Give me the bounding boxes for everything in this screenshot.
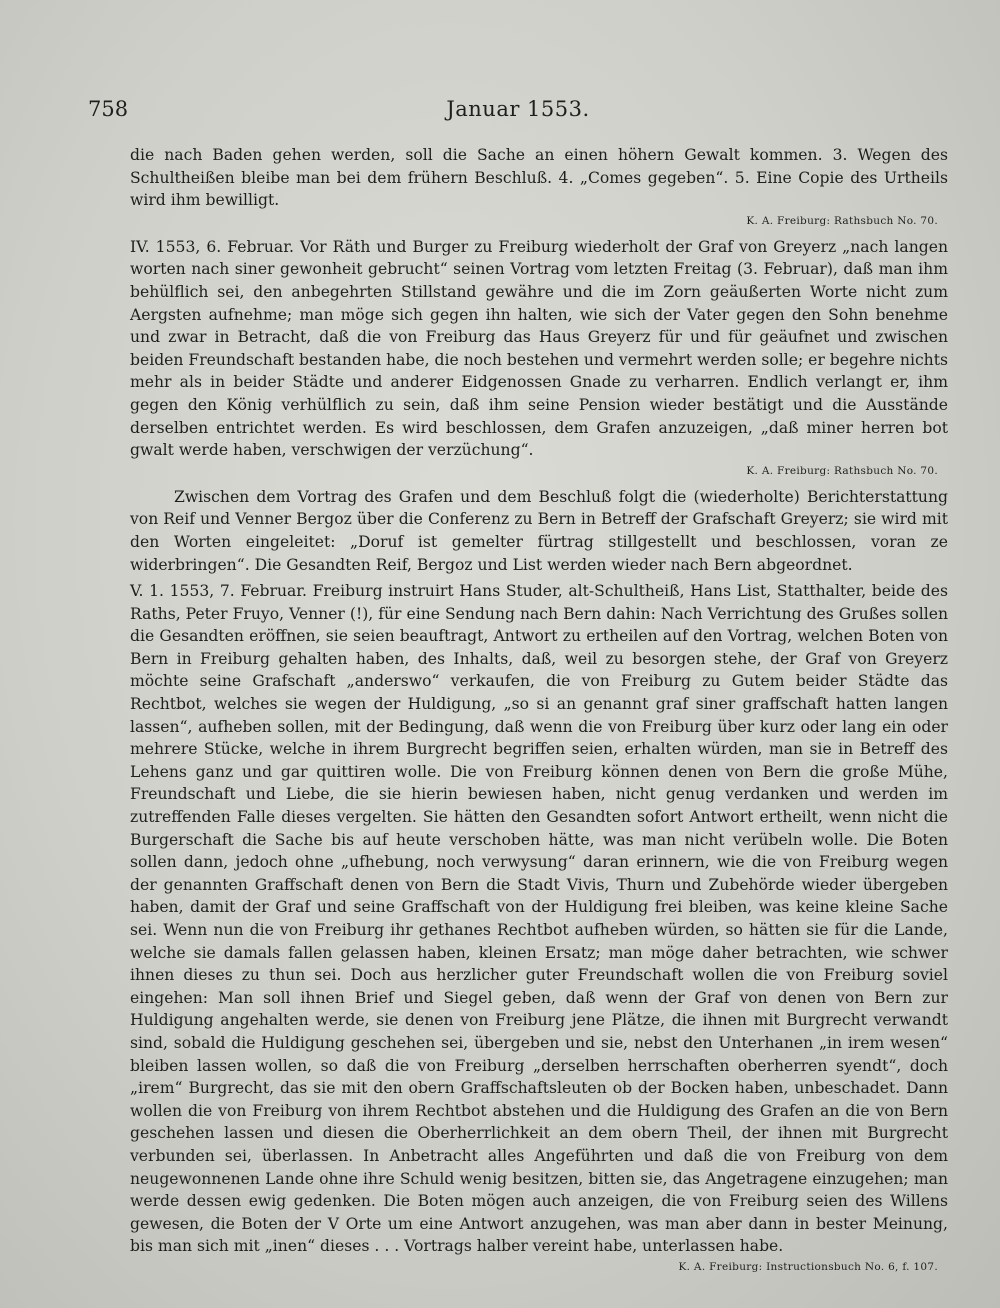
paragraph-entry-iv: IV. 1553, 6. Februar. Vor Räth und Burger zu Freiburg wiederholt der Graf von Greyerz „nach langen worten nach siner gewonheit gebrucht“ seinen Vortrag vom letzten Freitag (3. Februar), daß man ihm behülflich sei, den anbegehrten Stillstand gewähre und die im Zorn geäußerten Worte nicht zum Aergsten aufnehme; man möge sich gegen ihn halten, wie sich der Vater gegen den Sohn benehme und zwar in Betracht, daß die von Freiburg das Haus Greyerz für und für geäufnet und zwischen beiden Freundschaft bestanden habe, die noch bestehen und vermehrt werden solle; er begehre nichts mehr als in beider Städte und anderer Eidgenossen Gnade zu verharren. Endlich verlangt er, ihm gegen den König verhülflich zu sein, daß ihm seine Pension wieder bestätigt und die Ausstände derselben entrichtet werden. Es wird beschlossen, dem Grafen anzuzeigen, „daß miner herren bot gwalt werde haben, verschwigen der verzüchung“. — [130, 237, 948, 460]
page-number: 758 — [88, 97, 129, 121]
paragraph-continuation: die nach Baden gehen werden, soll die Sache an einen höhern Gewalt kommen. 3. Wegen des Schultheißen bleibe man bei dem frühern Beschluß. 4. „Comes gegeben“. 5. Eine Copie des Urtheils wird ihm bewilligt. — [130, 146, 948, 210]
running-title: Januar 1553. — [446, 97, 590, 121]
page-body — [130, 144, 948, 1282]
page-header — [88, 97, 948, 127]
source-citation: K. A. Freiburg: Rathsbuch No. 70. — [746, 214, 938, 227]
source-citation: K. A. Freiburg: Rathsbuch No. 70. — [746, 464, 938, 477]
source-citation: K. A. Freiburg: Instructionsbuch No. 6, f. 107. — [678, 1260, 938, 1273]
paragraph-entry-v1: V. 1. 1553, 7. Februar. Freiburg instruirt Hans Studer, alt-Schultheiß, Hans List, Statthalter, beide des Raths, Peter Fruyo, Venner (!), für eine Sendung nach Bern dahin: Nach Verrichtung des Grußes sollen die Gesandten eröffnen, sie seien beauftragt, Antwort zu ertheilen auf den Vortrag, welchen Boten von Bern in Freiburg gehalten haben, des Inhalts, daß, weil zu besorgen stehe, der Graf von Greyerz möchte seine Grafschaft „anderswo“ verkaufen, die von Freiburg zu Gutem beider Städte das Rechtbot, welches sie wegen der Huldigung, „so si an genannt graf siner graffschaft hatten langen lassen“, aufheben sollen, mit der Bedingung, daß wenn die von Freiburg über kurz oder lang ein oder mehrere Stücke, welche in ihrem Burgrecht begriffen seien, erhalten würden, man sie in Betreff des Lehens ganz und gar quittiren wolle. Die von Freiburg können denen von Bern die große Mühe, Freundschaft und Liebe, die sie hierin bewiesen haben, nicht genug verdanken und werden im zutreffenden Falle dieses vergelten. Sie hätten den Gesandten sofort Antwort ertheilt, wenn nicht die Burgerschaft die Sache bis auf heute verschoben hätte, was man nicht verübeln wolle. Die Boten sollen dann, jedoch ohne „ufhebung, noch verwysung“ daran erinnern, wie die von Freiburg wegen der genannten Graffschaft denen von Bern die Stadt Vivis, Thurn und Zubehörde wieder übergeben haben, damit der Graf und seine Graffschaft von der Huldigung frei bleiben, was keine kleine Sache sei. Wenn nun die von Freiburg ihr gethanes Rechtbot aufheben würden, so hätten sie für die Lande, welche sie damals fallen gelassen haben, kleinen Ersatz; man möge daher betrachten, wie schwer ihnen dieses zu thun sei. Doch aus herzlicher guter Freundschaft wollen die von Freiburg soviel eingehen: Man soll ihnen Brief und Siegel geben, daß wenn der Graf von denen von Bern zur Huldigung angehalten werde, sie denen von Freiburg jene Plätze, die ihnen mit Burgrecht verwandt sind, sobald die Huldigung geschehen sei, übergeben und sie, nebst den Unterhanen „in irem wesen“ bleiben lassen wollen, so daß die von Freiburg „derselben herrschaften oberherren syendt“, doch „irem“ Burgrecht, das sie mit den obern Graffschaftsleuten ob der Bocken haben, unbeschadet. Dann wollen die von Freiburg von ihrem Rechtbot abstehen und die Huldigung des Grafen an die von Bern geschehen lassen und diesen die Oberherrlichkeit an dem obern Theil, der ihnen mit Burgrecht verbunden sei, überlassen. In Anbetracht alles Angeführten und daß die von Freiburg von dem neugewonnenen Lande ohne ihre Schuld wenig besitzen, bitten sie, das Angetragene einzugehen; man werde dessen ewig gedenken. Die Boten mögen auch anzeigen, die von Freiburg seien des Willens gewesen, die Boten der V Orte um eine Antwort anzugehen, was man aber dann in bester Meinung, bis man sich mit „inen“ dieses . . . Vortrags halber vereint habe, unterlassen habe. — [130, 582, 948, 1256]
paragraph-note: Zwischen dem Vortrag des Grafen und dem Beschluß folgt die (wiederholte) Berichterstattung von Reif und Venner Bergoz über die Conferenz zu Bern in Betreff der Grafschaft Greyerz; sie wird mit den Worten eingeleitet: „Doruf ist gemelter fürtrag stillgestellt und beschlossen, voran ze widerbringen“. Die Gesandten Reif, Bergoz und List werden wieder nach Bern abgeordnet. — [130, 487, 948, 574]
